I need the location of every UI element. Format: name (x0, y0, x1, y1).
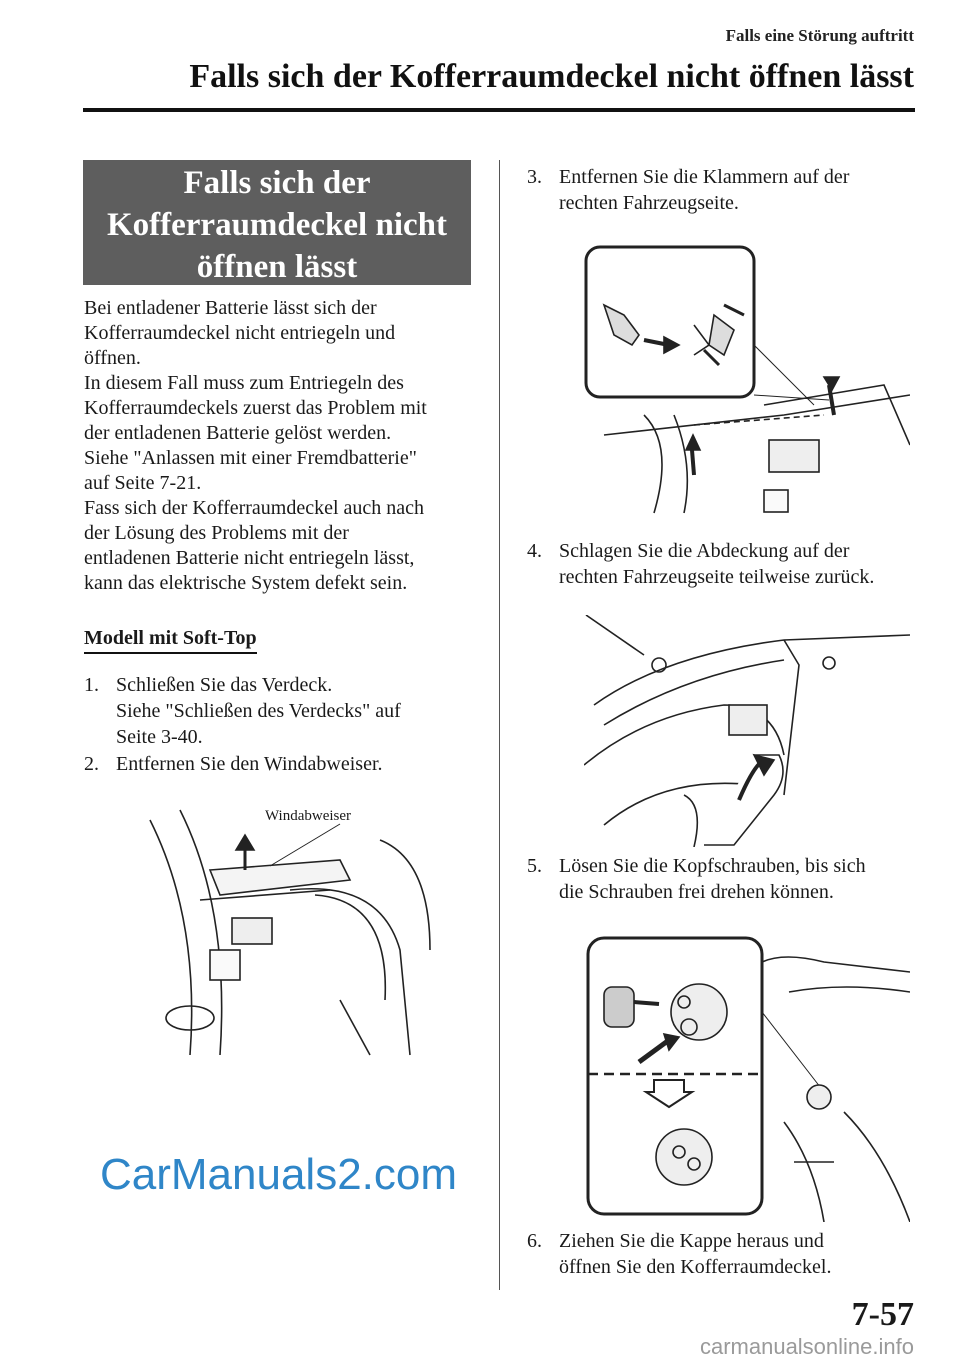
figure-clips (584, 245, 910, 515)
intro-paragraph (84, 296, 484, 596)
figure-bolts (584, 932, 910, 1222)
header-divider (83, 108, 915, 112)
intro-line: In diesem Fall muss zum Entriegeln des (84, 372, 404, 394)
watermark-logo: CarManuals2.com (100, 1150, 458, 1199)
step-text: Schließen Sie das Verdeck. Siehe "Schließen des Verdecks" auf Seite 3-40. (116, 674, 401, 748)
column-divider (499, 160, 500, 1290)
title-line-3: öffnen lässt (196, 249, 358, 285)
intro-line: entladenen Batterie nicht entriegeln lässt, (84, 547, 415, 569)
step-1 (84, 672, 484, 752)
step-text: Entfernen Sie die Klammern auf der rechten Fahrzeugseite. (559, 166, 850, 214)
step-2 (84, 751, 484, 781)
step-number: 4. (527, 540, 542, 562)
intro-line: kann das elektrische System defekt sein. (84, 572, 408, 594)
footer-site-link[interactable]: carmanualsonline.info (699, 1334, 914, 1359)
intro-line: auf Seite 7-21. (84, 472, 202, 494)
step-number: 1. (84, 674, 99, 696)
intro-line: Bei entladener Batterie lässt sich der (84, 297, 377, 319)
step-6 (527, 1228, 927, 1284)
page-title: Falls sich der Kofferraumdeckel nicht öffnen lässt (189, 58, 914, 95)
step-number: 3. (527, 166, 542, 188)
step-text: Ziehen Sie die Kappe heraus und öffnen Sie den Kofferraumdeckel. (559, 1230, 832, 1278)
intro-line: Kofferraumdeckels zuerst das Problem mit (84, 397, 427, 419)
step-5 (527, 853, 927, 909)
intro-line: Kofferraumdeckel nicht entriegeln und (84, 322, 396, 344)
title-line-1: Falls sich der (183, 165, 371, 201)
intro-line: Fass sich der Kofferraumdeckel auch nach (84, 497, 425, 519)
intro-line: der entladenen Batterie gelöst werden. (84, 422, 392, 444)
figure-callout-label: Windabweiser (265, 808, 352, 824)
step-text: Schlagen Sie die Abdeckung auf der rechten Fahrzeugseite teilweise zurück. (559, 540, 875, 588)
step-number: 2. (84, 753, 99, 775)
page-number: 7-57 (851, 1296, 914, 1333)
step-number: 6. (527, 1230, 542, 1252)
figure-wind-deflector (140, 800, 440, 1060)
step-text: Lösen Sie die Kopfschrauben, bis sich die Schrauben frei drehen können. (559, 855, 866, 903)
step-3 (527, 164, 927, 220)
step-4 (527, 538, 927, 594)
title-line-2: Kofferraumdeckel nicht (106, 207, 447, 243)
step-number: 5. (527, 855, 542, 877)
section-header: Falls eine Störung auftritt (725, 26, 914, 45)
step-text: Entfernen Sie den Windabweiser. (116, 753, 383, 775)
subheading: Modell mit Soft-Top (84, 627, 257, 654)
intro-line: öffnen. (84, 347, 141, 369)
figure-cover (584, 615, 910, 847)
intro-line: Siehe "Anlassen mit einer Fremdbatterie" (84, 447, 417, 469)
intro-line: der Lösung des Problems mit der (84, 522, 349, 544)
section-title-box (83, 160, 471, 285)
